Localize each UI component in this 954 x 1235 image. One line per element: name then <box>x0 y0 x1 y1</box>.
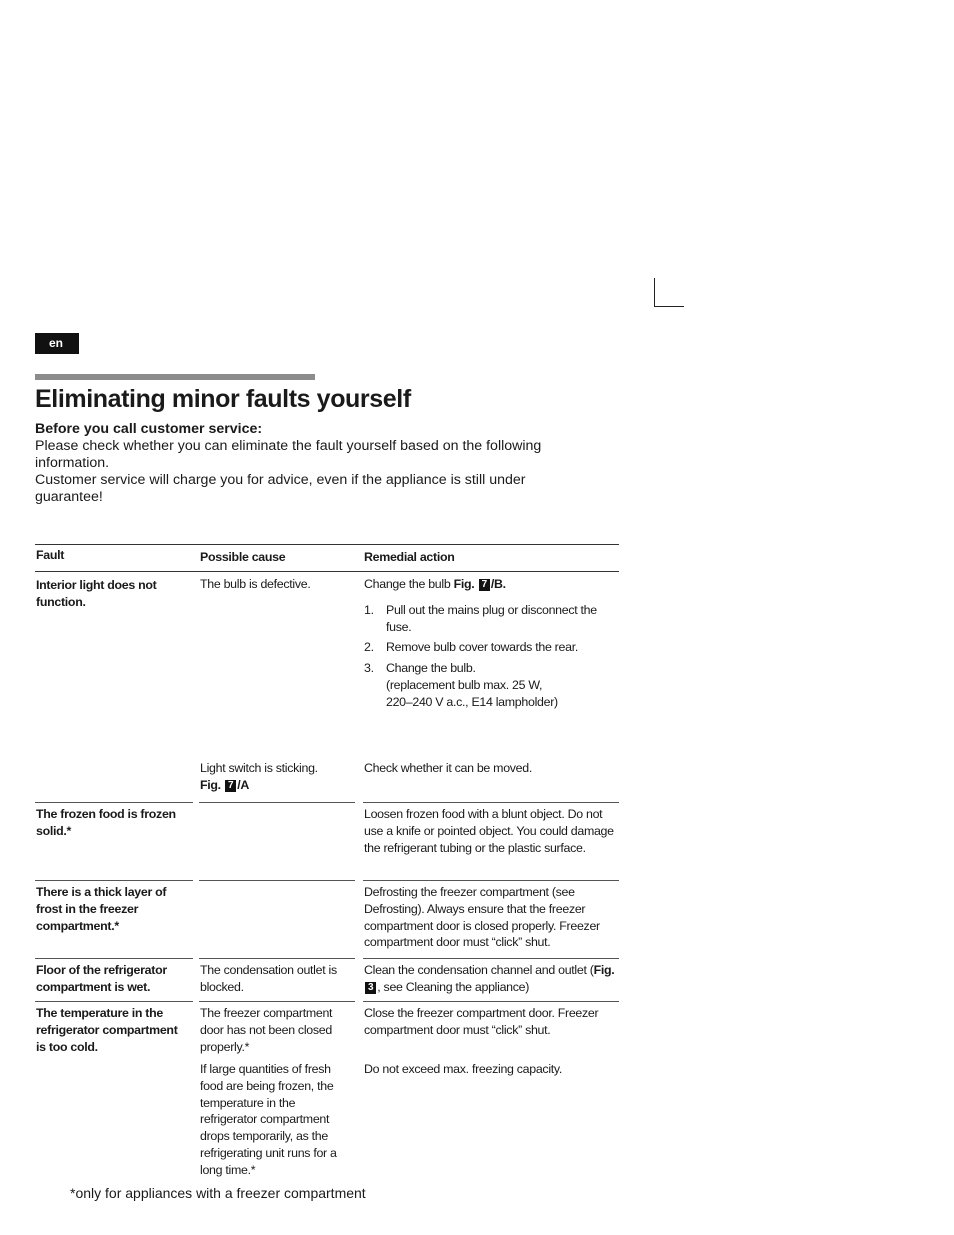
header-cause: Possible cause <box>200 550 286 564</box>
title-rule <box>35 374 315 380</box>
cause-cell: The freezer compartment door has not been closed properly.* <box>199 1001 355 1061</box>
cause-cell: If large quantities of fresh food are being frozen, the temperature in the refrigerator compartment drops temporarily, as the refrigerating unit runs for a long time.* <box>200 1062 337 1177</box>
header-fault: Fault <box>36 548 65 562</box>
fault-cell: Floor of the refrigerator compartment is wet. <box>35 958 193 1001</box>
intro-paragraph: Please check whether you can eliminate the fault yourself based on the following information. <box>35 438 542 471</box>
intro-section <box>35 421 595 506</box>
fault-cell: The frozen food is frozen solid.* <box>35 802 193 880</box>
list-item: 1. Pull out the mains plug or disconnect the fuse. <box>364 602 597 634</box>
table-row <box>35 1001 619 1061</box>
figure-badge: 7 <box>225 780 236 792</box>
fault-table <box>35 544 619 1179</box>
action-text: Change the bulb Fig. 7 /B. <box>364 577 506 591</box>
action-cell: Close the freezer compartment door. Freezer compartment door must “click” shut. <box>363 1001 619 1061</box>
table-row <box>35 958 619 1001</box>
action-cell: Loosen frozen food with a blunt object. Do not use a knife or pointed object. You could damage the refrigerant tubing or the plastic surface. <box>363 802 619 880</box>
intro-heading: Before you call customer service: <box>35 421 263 437</box>
table-row <box>35 880 619 958</box>
cause-cell: Light switch is sticking. Fig. 7 /A <box>200 761 318 792</box>
figure-badge: 3 <box>365 982 376 994</box>
action-cell: Do not exceed max. freezing capacity. <box>364 1062 563 1076</box>
cause-cell: The condensation outlet is blocked. <box>199 958 355 1001</box>
figure-badge: 7 <box>479 579 490 591</box>
action-cell: Clean the condensation channel and outlet (Fig. 3 , see Cleaning the appliance) <box>363 958 619 1001</box>
table-row <box>35 760 619 790</box>
cause-cell: The bulb is defective. <box>200 577 311 591</box>
action-cell: Defrosting the freezer compartment (see Defrosting). Always ensure that the freezer compartment door is closed properly. Freezer compartment door must “click” shut. <box>363 880 619 958</box>
action-cell <box>363 572 619 760</box>
table-row <box>35 572 619 760</box>
steps-list <box>364 602 619 711</box>
list-item: 2. Remove bulb cover towards the rear. <box>364 640 578 655</box>
table-row <box>35 1061 619 1179</box>
list-item: 3. Change the bulb. (replacement bulb max. 25 W, 220–240 V a.c., E14 lampholder) <box>364 661 558 709</box>
action-cell: Check whether it can be moved. <box>364 761 533 775</box>
page-title: Eliminating minor faults yourself <box>35 385 411 413</box>
table-header-row <box>35 544 619 572</box>
fault-cell: Interior light does not function. <box>36 578 157 609</box>
table-row <box>35 802 619 880</box>
intro-paragraph: Customer service will charge you for advice, even if the appliance is still under guarantee! <box>35 472 526 505</box>
crop-mark <box>654 278 684 307</box>
fault-cell: There is a thick layer of frost in the freezer compartment.* <box>35 880 193 958</box>
footnote: *only for appliances with a freezer compartment <box>70 1185 366 1201</box>
fault-cell: The temperature in the refrigerator compartment is too cold. <box>35 1001 193 1061</box>
language-badge: en <box>35 333 79 354</box>
header-action: Remedial action <box>364 550 455 564</box>
